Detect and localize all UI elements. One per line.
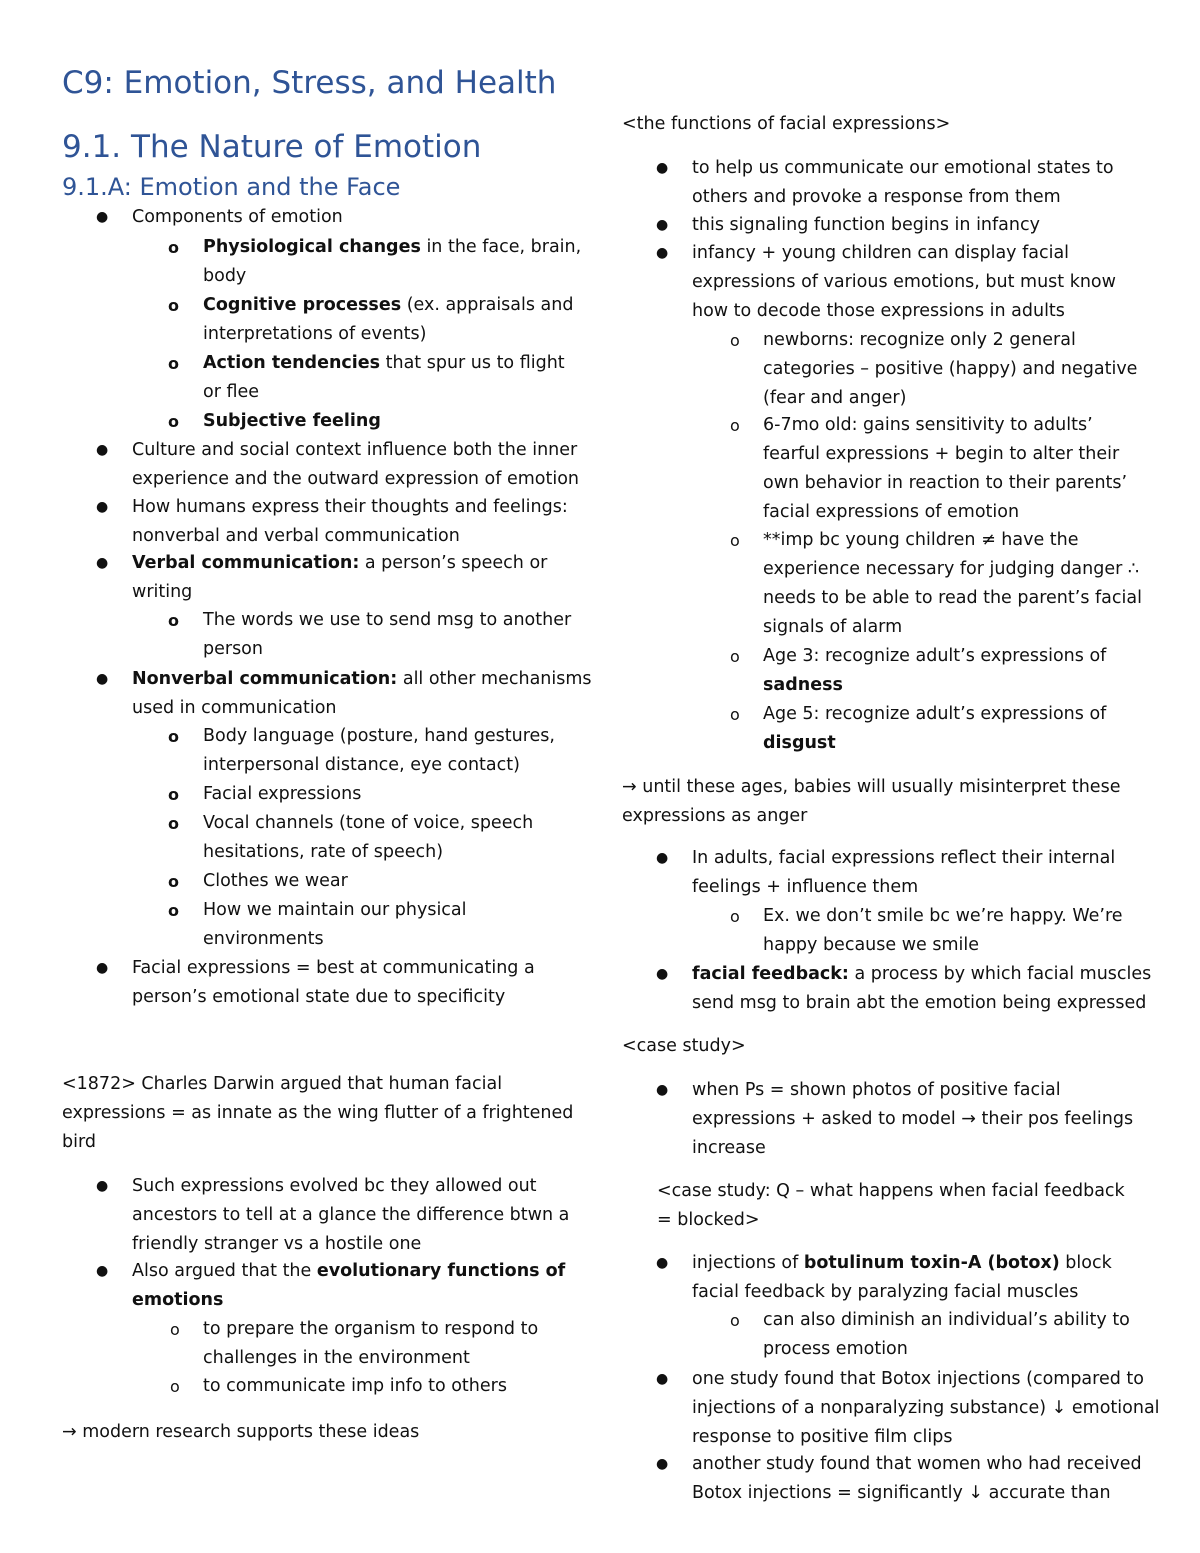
bullet-icon: ● (656, 1456, 669, 1472)
list-item: to help us communicate our emotional states to others and provoke a response from them (692, 158, 1114, 207)
list-item: one study found that Botox injections (compared to injections of a nonparalyzing substance) ↓ emotional response to positive film clips (692, 1369, 1160, 1447)
list-item: facial feedback: a process by which facial muscles send msg to brain abt the emotion being expressed (692, 964, 1152, 1013)
list-item: Also argued that the evolutionary functions of emotions (132, 1261, 566, 1310)
bullet-icon: o (730, 416, 740, 435)
list-item: How humans express their thoughts and feelings: nonverbal and verbal communication (132, 497, 568, 546)
arrow-note: → until these ages, babies will usually misinterpret these expressions as anger (622, 777, 1121, 826)
list-item: 6-7mo old: gains sensitivity to adults’ fearful expressions + begin to alter their own behavior in reaction to their parents’ facial expressions of emotion (763, 415, 1128, 522)
bullet-icon: ● (656, 1255, 669, 1271)
paragraph: <1872> Charles Darwin argued that human facial expressions = as innate as the wing flutter of a frightened bird (62, 1074, 574, 1152)
list-item: Culture and social context influence both the inner experience and the outward expression of emotion (132, 440, 580, 489)
case-study-label: <case study> (622, 1036, 746, 1056)
bullet-icon: ● (656, 245, 669, 261)
list-item: Age 3: recognize adult’s expressions of sadness (763, 646, 1107, 695)
list-item: In adults, facial expressions reflect their internal feelings + influence them (692, 848, 1116, 897)
bullet-icon: o (730, 647, 740, 666)
list-item: can also diminish an individual’s ability to process emotion (763, 1310, 1130, 1359)
bullet-icon: o (168, 901, 179, 920)
subsection-title: 9.1.A: Emotion and the Face (62, 173, 401, 201)
bullet-icon: o (168, 354, 179, 373)
bullet-icon: o (730, 531, 740, 550)
list-item: infancy + young children can display facial expressions of various emotions, but must know how to decode those expressions in adults (692, 243, 1116, 321)
bullet-icon: ● (96, 209, 109, 225)
bullet-icon: o (730, 705, 740, 724)
list-item: to prepare the organism to respond to challenges in the environment (203, 1319, 539, 1368)
bullet-icon: o (168, 296, 179, 315)
functions-label: <the functions of facial expressions> (622, 114, 951, 134)
list-item: this signaling function begins in infancy (692, 215, 1040, 235)
bullet-icon: o (730, 1311, 740, 1330)
list-item: Subjective feeling (203, 411, 381, 431)
list-item: Verbal communication: a person’s speech or writing (132, 553, 548, 602)
bullet-icon: o (168, 412, 179, 431)
list-item: Body language (posture, hand gestures, interpersonal distance, eye contact) (203, 726, 555, 775)
bullet-icon: ● (656, 1371, 669, 1387)
arrow-note: → modern research supports these ideas (62, 1422, 420, 1442)
list-item: How we maintain our physical environments (203, 900, 467, 949)
bullet-icon: o (168, 785, 179, 804)
list-item: Nonverbal communication: all other mechanisms used in communication (132, 669, 592, 718)
bullet-icon: o (168, 727, 179, 746)
list-item: Facial expressions (203, 784, 362, 804)
list-item: Facial expressions = best at communicating a person’s emotional state due to specificity (132, 958, 535, 1007)
bullet-icon: o (168, 814, 179, 833)
list-item: newborns: recognize only 2 general categories – positive (happy) and negative (fear and anger) (763, 330, 1138, 408)
list-item: Physiological changes in the face, brain, body (203, 237, 582, 286)
case-study-label: <case study: Q – what happens when facial feedback = blocked> (657, 1181, 1125, 1230)
section-title: 9.1. The Nature of Emotion (62, 129, 482, 165)
bullet-icon: ● (96, 1178, 109, 1194)
list-item: Such expressions evolved bc they allowed out ancestors to tell at a glance the difference btwn a friendly stranger vs a hostile one (132, 1176, 570, 1254)
list-item: Age 5: recognize adult’s expressions of disgust (763, 704, 1107, 753)
chapter-title: C9: Emotion, Stress, and Health (62, 65, 557, 101)
list-item: to communicate imp info to others (203, 1376, 507, 1396)
bullet-icon: ● (96, 442, 109, 458)
bullet-icon: o (170, 1320, 180, 1339)
list-item: injections of botulinum toxin-A (botox) block facial feedback by paralyzing facial muscles (692, 1253, 1112, 1302)
bullet-icon: ● (96, 499, 109, 515)
bullet-icon: ● (96, 1263, 109, 1279)
bullet-icon: o (730, 331, 740, 350)
bullet-icon: ● (656, 1082, 669, 1098)
bullet-icon: ● (656, 850, 669, 866)
list-item: The words we use to send msg to another person (203, 610, 572, 659)
list-item: Action tendencies that spur us to flight or flee (203, 353, 565, 402)
bullet-icon: ● (96, 671, 109, 687)
list-item: **imp bc young children ≠ have the experience necessary for judging danger ∴ needs to be able to read the parent’s facial signals of alarm (763, 530, 1142, 637)
list-item: Cognitive processes (ex. appraisals and interpretations of events) (203, 295, 574, 344)
bullet-icon: o (168, 872, 179, 891)
bullet-icon: ● (656, 966, 669, 982)
bullet-icon: ● (96, 960, 109, 976)
list-item: when Ps = shown photos of positive facial expressions + asked to model → their pos feelings increase (692, 1080, 1134, 1158)
bullet-icon: o (168, 611, 179, 630)
list-item: Components of emotion (132, 207, 343, 227)
bullet-icon: ● (656, 160, 669, 176)
bullet-icon: o (730, 907, 740, 926)
bullet-icon: ● (656, 217, 669, 233)
list-item: another study found that women who had received Botox injections = significantly ↓ accurate than (692, 1454, 1142, 1503)
bullet-icon: o (170, 1377, 180, 1396)
list-item: Clothes we wear (203, 871, 348, 891)
list-item: Vocal channels (tone of voice, speech hesitations, rate of speech) (203, 813, 534, 862)
bullet-icon: o (168, 238, 179, 257)
list-item: Ex. we don’t smile bc we’re happy. We’re happy because we smile (763, 906, 1123, 955)
bullet-icon: ● (96, 555, 109, 571)
